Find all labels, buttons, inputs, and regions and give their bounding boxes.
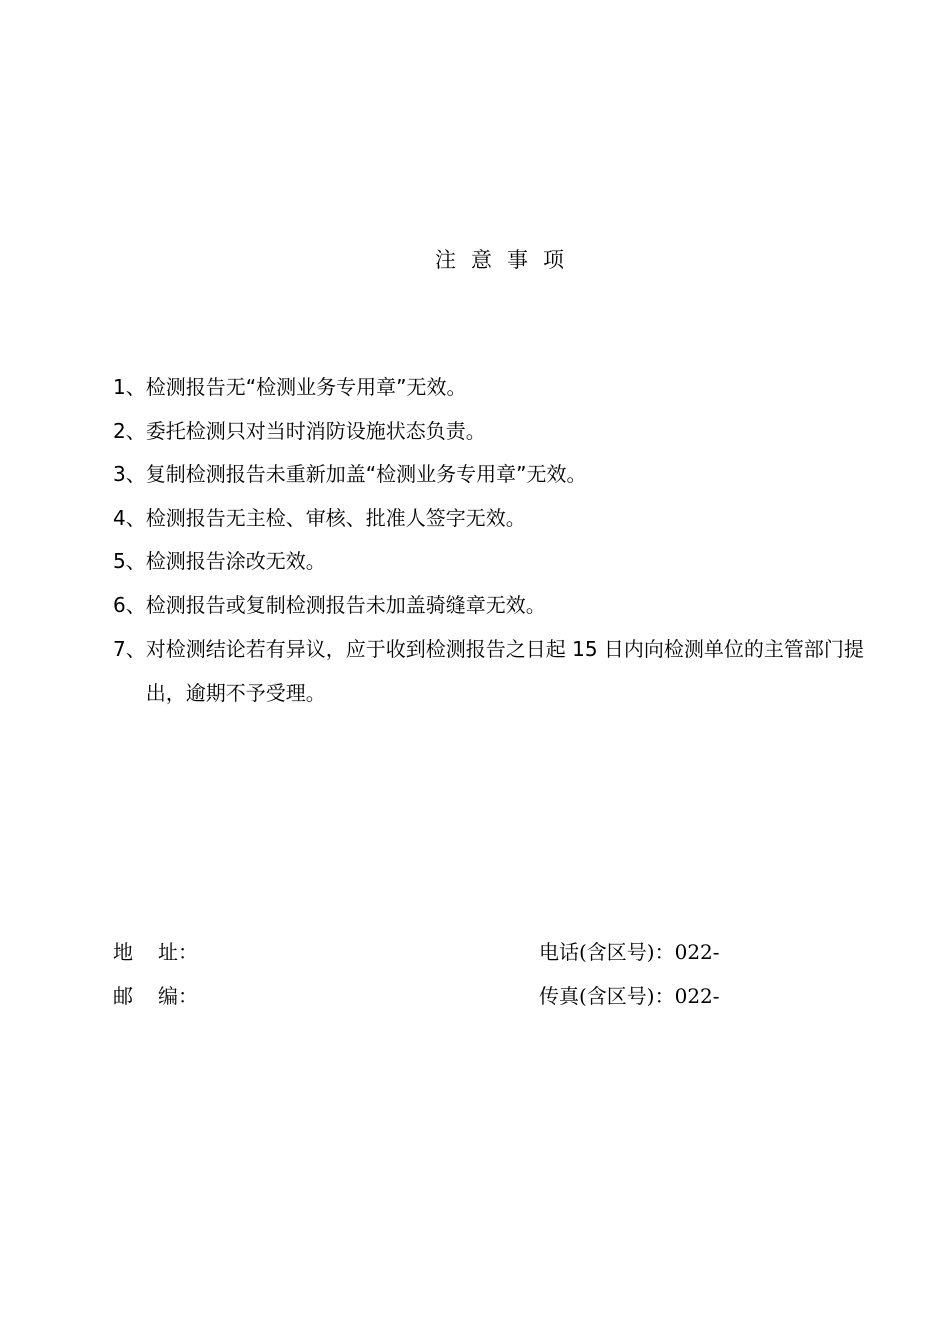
- note-text: 检测报告无“检测业务专用章”无效。: [145, 375, 467, 399]
- note-number: 5、: [113, 549, 146, 574]
- list-item: [113, 546, 883, 576]
- list-item: [113, 459, 883, 489]
- note-number: 7、: [113, 636, 146, 661]
- postcode-label-part: 邮: [113, 984, 133, 1008]
- list-item: [113, 634, 883, 715]
- address-label-part: 址：: [158, 940, 198, 964]
- list-item: [113, 590, 883, 620]
- note-number: 4、: [113, 505, 146, 530]
- note-text: 检测报告无主检、审核、批准人签字无效。: [145, 505, 526, 530]
- note-number: 6、: [113, 592, 146, 617]
- notes-list: [113, 372, 883, 728]
- note-text: 委托检测只对当时消防设施状态负责。: [145, 418, 486, 443]
- note-number: 2、: [113, 418, 146, 443]
- note-text: 复制检测报告未重新加盖“检测业务专用章”无效。: [145, 462, 587, 487]
- phone-field: 电话(含区号)：022-: [539, 940, 720, 964]
- page-title: 注意事项: [435, 248, 579, 272]
- list-item: [113, 416, 883, 446]
- fax-field: 传真(含区号)：022-: [539, 984, 720, 1008]
- note-number: 3、: [113, 462, 146, 487]
- list-item: [113, 372, 883, 402]
- list-item: [113, 503, 883, 533]
- note-number: 1、: [113, 375, 146, 399]
- address-label-part: 地: [113, 940, 133, 964]
- postcode-field: [113, 982, 198, 1010]
- note-text: 检测报告或复制检测报告未加盖骑缝章无效。: [145, 592, 546, 617]
- address-field: [113, 938, 198, 966]
- note-text: 对检测结论若有异议，应于收到检测报告之日起 15 日内向检测单位的主管部门提出，逾期不予受理。: [145, 636, 864, 705]
- note-text: 检测报告涂改无效。: [145, 549, 326, 574]
- postcode-label-part: 编：: [158, 984, 198, 1008]
